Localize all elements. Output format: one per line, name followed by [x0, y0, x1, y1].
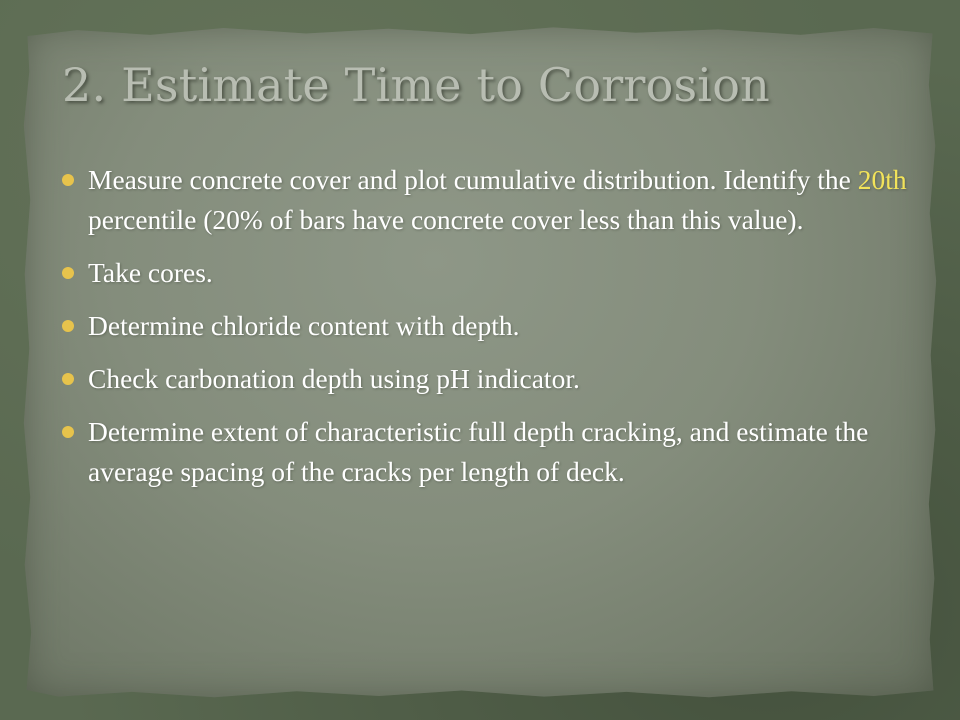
bullet-dot-icon: [62, 267, 74, 279]
slide-title: 2. Estimate Time to Corrosion: [62, 58, 770, 112]
bullet-list: [62, 160, 942, 505]
bullet-dot-icon: [62, 320, 74, 332]
bullet-text: Determine extent of characteristic full depth cracking, and estimate the average spacing of the cracks per length of deck.: [88, 416, 869, 487]
bullet-text-part: Measure concrete cover and plot cumulative distribution. Identify the: [88, 164, 858, 195]
bullet-dot-icon: [62, 373, 74, 385]
bullet-text: Take cores.: [88, 257, 213, 288]
bullet-item-cores: [62, 253, 942, 293]
bullet-dot-icon: [62, 174, 74, 186]
bullet-text: Determine chloride content with depth.: [88, 310, 520, 341]
bullet-item-chloride: [62, 306, 942, 346]
bullet-item-carbonation: [62, 359, 942, 399]
bullet-text: Check carbonation depth using pH indicator.: [88, 363, 580, 394]
bullet-dot-icon: [62, 426, 74, 438]
bullet-item-cracking: [62, 412, 942, 492]
highlighted-percentile: 20th: [857, 164, 907, 195]
bullet-text-part: percentile (20% of bars have concrete cover less than this value).: [88, 204, 804, 235]
bullet-item-cover: [62, 160, 942, 240]
